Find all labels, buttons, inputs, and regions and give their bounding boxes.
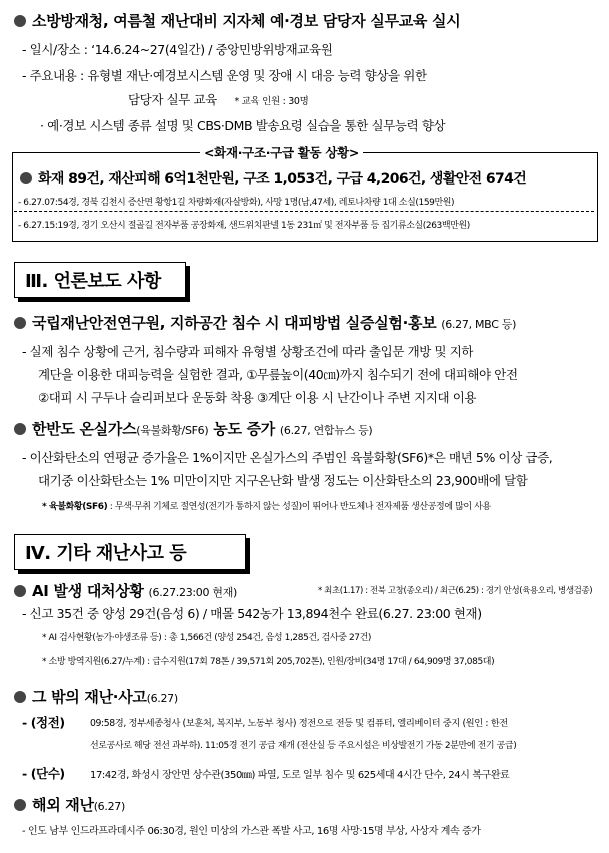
media-item-2-line-2: 대기중 이산화탄소는 1% 미만이지만 지구온난화 발생 정도는 이산화탄소의 23,900배에 달함	[38, 473, 528, 488]
bullet-circle-icon	[14, 799, 26, 811]
training-headcount-note: * 교육 인원 : 30명	[234, 96, 309, 107]
fire-rescue-heading: <화재·구조·구급 활동 상황>	[200, 143, 363, 161]
overseas-line: - 인도 남부 인드라프라데시주 06:30경, 원인 미상의 가스관 폭발 사고, 16명 사망·15명 부상, 사상자 계속 증가	[22, 826, 481, 837]
divider	[14, 211, 594, 212]
media-item-1-line-2: 계단을 이용한 대피능력을 실험한 결과, ①무릎높이(40㎝)까지 침수되기 전에 대피해야 안전	[38, 367, 518, 382]
outage-line-2: 선로공사로 해당 전선 과부하). 11:05경 전기 공급 재개 (전산실 등 주요시설은 비상발전기 가동 2분만에 전기 공급)	[90, 741, 517, 751]
water-outage-label: - (단수)	[22, 766, 65, 781]
top-title: 소방방재청, 여름철 재난대비 지자체 예·경보 담당자 실무교육 실시	[14, 10, 460, 31]
overseas-title: 해외 재난(6.27)	[14, 794, 125, 815]
other-disasters-title: 그 밖의 재난·사고(6.27)	[14, 686, 178, 707]
training-content-3: · 예·경보 시스템 종류 설명 및 CBS·DMB 발송요령 실습을 통한 실무능력 향상	[40, 118, 446, 133]
media-item-1-line-3: ②대피 시 구두나 슬리퍼보다 운동화 착용 ③계단 이용 시 난간이나 주변 지지대 이용	[38, 390, 477, 405]
media-item-2-note: * 육불화황(SF6) : 무색·무취 기체로 절연성(전기가 통하지 않는 성질)이 뛰어나 반도체나 전자제품 생산공정에 많이 사용	[42, 502, 491, 512]
media-item-2-title: 한반도 온실가스(육불화황/SF6) 농도 증가 (6.27, 연합뉴스 등)	[14, 418, 372, 439]
bullet-circle-icon	[14, 423, 26, 435]
ai-report-line: - 신고 35건 중 양성 29건(음성 6) / 매몰 542농가 13,894천수 완료(6.27. 23:00 현재)	[22, 606, 482, 621]
bullet-circle-icon	[14, 15, 26, 27]
ai-title: AI 발생 대처상황 (6.27.23:00 현재)	[14, 580, 237, 601]
outage-line-1: 09:58경, 정부세종청사 (보훈처, 복지부, 노동부 청사) 정전으로 전등 및 컴퓨터, 엘리베이터 중지 (원인 : 한전	[90, 718, 508, 729]
section-4-title: Ⅳ. 기타 재난사고 등	[14, 534, 246, 570]
ai-firefighting-note: * 소방 방역지원(6.27/누계) : 급수지원(17회 78톤 / 39,571회 205,702톤), 인원/장비(34명 17대 / 64,909명 37,085대)	[42, 657, 495, 667]
outage-label: - (정전)	[22, 715, 65, 730]
media-item-1-line-1: - 실제 침수 상황에 근거, 침수량과 피해자 유형별 상황조건에 따라 출입문 개방 및 지하	[22, 344, 474, 359]
ai-inspection-note: * AI 검사현황(농가·야생조류 등) : 총 1,566건 (양성 254건, 음성 1,285건, 검사중 27건)	[42, 633, 372, 643]
media-item-2-line-1: - 이산화탄소의 연평균 증가율은 1%이지만 온실가스의 주범인 육불화황(SF6)*은 매년 5% 이상 급증,	[22, 450, 553, 465]
ai-first-recent-note: * 최초(1.17) : 전북 고창(종오리) / 최근(6.25) : 경기 안성(육용오리, 병생검종)	[318, 586, 593, 596]
section-3-title: Ⅲ. 언론보도 사항	[14, 262, 186, 298]
water-outage-line: 17:42경, 화성시 장안면 상수관(350㎜) 파열, 도로 일부 침수 및 625세대 4시간 단수, 24시 복구완료	[90, 770, 510, 781]
training-period: - 일시/장소 : ‘14.6.24~27(4일간) / 중앙민방위방재교육원	[22, 42, 333, 57]
bullet-circle-icon	[14, 317, 26, 329]
bullet-circle-icon	[14, 691, 26, 703]
bullet-circle-icon	[20, 172, 32, 184]
fire-incident-1: - 6.27.07:54경, 경북 김천시 증산면 황항1길 차량화재(자살방화), 사망 1명(남,47세), 레토나차량 1대 소실(159만원)	[18, 198, 455, 208]
fire-incident-2: - 6.27.15:19경, 경기 오산시 절골길 전자부품 공장화재, 샌드위치판넬 1동 231㎡ 및 전자부품 등 집기류소실(263백만원)	[18, 221, 470, 231]
fire-rescue-summary: 화재 89건, 재산피해 6억1천만원, 구조 1,053건, 구급 4,206건, 생활안전 674건	[20, 168, 526, 188]
training-content-2: 담당자 실무 교육 * 교육 인원 : 30명	[128, 92, 309, 107]
bullet-circle-icon	[14, 585, 26, 597]
training-content-1: - 주요내용 : 유형별 재난·예경보시스템 운영 및 장애 시 대응 능력 향상을 위한	[22, 68, 427, 83]
media-item-1-title: 국립재난안전연구원, 지하공간 침수 시 대피방법 실증실험·홍보 (6.27, MBC 등)	[14, 312, 516, 333]
